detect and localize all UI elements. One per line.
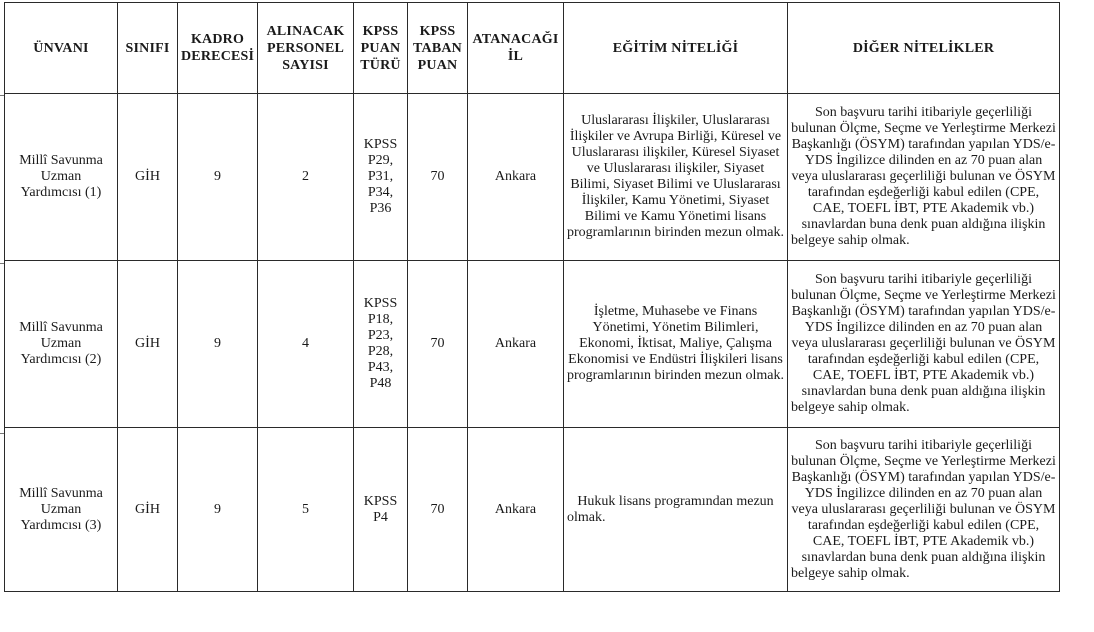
cell-egitim-niteligi: Uluslararası İlişkiler, Uluslararası İlişkiler ve Avrupa Birliği, Küresel ve Uluslararası ilişkiler, Küresel Siyaset ve Uluslararası ilişkiler, Siyaset Bilimi, Siyaset Bilimi ve Uluslararası İlişkiler, Kamu Yönetimi, Siyaset Bilimi ve Kamu Yönetimi lisans programlarının birinden mezun olmak. (564, 94, 788, 261)
cell-unvani: Millî Savunma Uzman Yardımcısı (3) (5, 428, 118, 592)
cell-diger-nitelikler: Son başvuru tarihi itibariyle geçerliliği bulunan Ölçme, Seçme ve Yerleştirme Merkezi Başkanlığı (ÖSYM) tarafından yapılan YDS/e-YDS İngilizce dilinden en az 70 puan alan veya uluslararası geçerliliği bulunan ve ÖSYM tarafından eşdeğerliği kabul edilen (CPE, CAE, TOEFL İBT, PTE Akademik vb.) sınavlardan buna denk puan aldığına ilişkin belgeye sahip olmak. (788, 261, 1060, 428)
cell-kpss-puan-turu: KPSS P29, P31, P34, P36 (354, 94, 408, 261)
cell-kadro-derecesi: 9 (178, 428, 258, 592)
header-diger-nitelikler: DİĞER NİTELİKLER (788, 3, 1060, 94)
cell-diger-nitelikler: Son başvuru tarihi itibariyle geçerliliği bulunan Ölçme, Seçme ve Yerleştirme Merkezi Başkanlığı (ÖSYM) tarafından yapılan YDS/e-YDS İngilizce dilinden en az 70 puan alan veya uluslararası geçerliliği bulunan ve ÖSYM tarafından eşdeğerliği kabul edilen (CPE, CAE, TOEFL İBT, PTE Akademik vb.) sınavlardan buna denk puan aldığına ilişkin belgeye sahip olmak. (788, 94, 1060, 261)
cell-taban-puan: 70 (408, 94, 468, 261)
cell-personel-sayisi: 5 (258, 428, 354, 592)
cell-sinifi: GİH (118, 94, 178, 261)
header-alinacak-personel-sayisi: ALINACAK PERSONEL SAYISI (258, 3, 354, 94)
header-kpss-taban-puan: KPSS TABAN PUAN (408, 3, 468, 94)
header-atanacagi-il: ATANACAĞI İL (468, 3, 564, 94)
cell-egitim-niteligi: İşletme, Muhasebe ve Finans Yönetimi, Yönetim Bilimleri, Ekonomi, İktisat, Maliye, Çalışma Ekonomisi ve Endüstri İlişkileri lisans programlarının birinden mezun olmak. (564, 261, 788, 428)
header-kadro-derecesi: KADRO DERECESİ (178, 3, 258, 94)
table-row (5, 94, 1060, 261)
cell-il: Ankara (468, 94, 564, 261)
cell-kadro-derecesi: 9 (178, 261, 258, 428)
table-row (5, 261, 1060, 428)
cell-taban-puan: 70 (408, 261, 468, 428)
header-row (5, 3, 1060, 94)
cell-unvani: Millî Savunma Uzman Yardımcısı (1) (5, 94, 118, 261)
cell-diger-nitelikler: Son başvuru tarihi itibariyle geçerliliği bulunan Ölçme, Seçme ve Yerleştirme Merkezi Başkanlığı (ÖSYM) tarafından yapılan YDS/e-YDS İngilizce dilinden en az 70 puan alan veya uluslararası geçerliliği bulunan ve ÖSYM tarafından eşdeğerliği kabul edilen (CPE, CAE, TOEFL İBT, PTE Akademik vb.) sınavlardan buna denk puan aldığına ilişkin belgeye sahip olmak. (788, 428, 1060, 592)
cell-kpss-puan-turu: KPSS P18, P23, P28, P43, P48 (354, 261, 408, 428)
cell-taban-puan: 70 (408, 428, 468, 592)
cell-personel-sayisi: 4 (258, 261, 354, 428)
cell-il: Ankara (468, 428, 564, 592)
table-row (5, 428, 1060, 592)
job-positions-table (4, 2, 1060, 592)
cell-il: Ankara (468, 261, 564, 428)
cell-sinifi: GİH (118, 428, 178, 592)
cell-unvani: Millî Savunma Uzman Yardımcısı (2) (5, 261, 118, 428)
header-kpss-puan-turu: KPSS PUAN TÜRÜ (354, 3, 408, 94)
header-unvani: ÜNVANI (5, 3, 118, 94)
cell-kadro-derecesi: 9 (178, 94, 258, 261)
cell-sinifi: GİH (118, 261, 178, 428)
header-egitim-niteligi: EĞİTİM NİTELİĞİ (564, 3, 788, 94)
header-sinifi: SINIFI (118, 3, 178, 94)
cell-personel-sayisi: 2 (258, 94, 354, 261)
cell-egitim-niteligi: Hukuk lisans programından mezun olmak. (564, 428, 788, 592)
cell-kpss-puan-turu: KPSS P4 (354, 428, 408, 592)
